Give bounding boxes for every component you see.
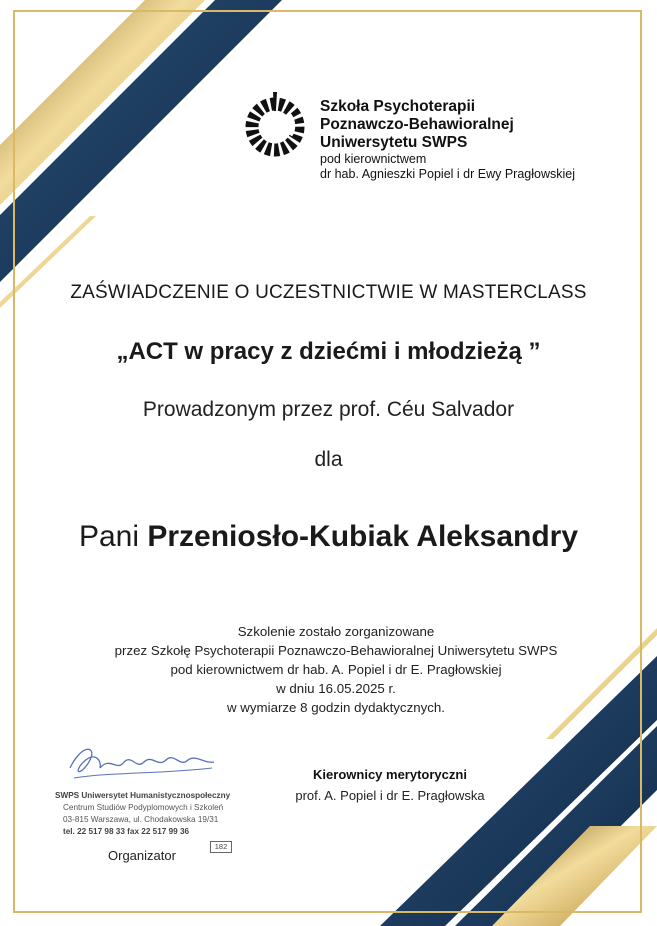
organizer-label: Organizator	[108, 848, 176, 863]
certificate-heading: ZAŚWIADCZENIE O UCZESTNICTWIE W MASTERCLASS	[70, 282, 587, 303]
details-line2: przez Szkołę Psychoterapii Poznawczo-Behawioralnej Uniwersytetu SWPS	[114, 643, 558, 658]
recipient-name: Przeniosło-Kubiak Aleksandry	[147, 520, 579, 553]
trainer-line: Prowadzonym przez prof. Céu Salvador	[142, 398, 515, 421]
recipient-line	[0, 520, 657, 554]
stamp-line3: 03-815 Warszawa, ul. Chodakowska 19/31	[63, 815, 219, 824]
directors-title: Kierownicy merytoryczni	[313, 767, 467, 782]
for-label: dla	[314, 448, 343, 471]
details-line3: pod kierownictwem dr hab. A. Popiel i dr E. Pragłowskiej	[170, 662, 502, 677]
training-details	[0, 622, 657, 717]
stamp-number: 182	[210, 841, 232, 853]
stamp-line4: tel. 22 517 98 33 fax 22 517 99 36	[63, 827, 190, 836]
details-date: w dniu 16.05.2025 r.	[276, 681, 396, 696]
organizer-stamp	[55, 790, 230, 838]
details-hours: w wymiarze 8 godzin dydaktycznych.	[226, 700, 445, 715]
directors-block	[270, 764, 510, 806]
school-name-line3: Uniwersytetu SWPS	[320, 134, 468, 151]
stamp-line1: SWPS Uniwersytet Humanistycznospołeczny	[55, 791, 231, 800]
course-title: „ACT w pracy z dziećmi i młodzieżą ”	[116, 338, 541, 365]
stamp-line2: Centrum Studiów Podyplomowych i Szkoleń	[63, 803, 224, 812]
school-supervision-line1: pod kierownictwem	[320, 152, 427, 166]
directors-names: prof. A. Popiel i dr E. Pragłowska	[295, 788, 485, 803]
recipient-prefix: Pani	[78, 520, 139, 553]
details-line1: Szkolenie zostało zorganizowane	[237, 624, 435, 639]
school-logo-icon	[240, 92, 310, 162]
organizer-signature	[62, 738, 222, 788]
school-name-line2: Poznawczo-Behawioralnej	[320, 116, 514, 133]
school-name-line1: Szkoła Psychoterapii	[320, 98, 476, 115]
school-name-block	[320, 98, 575, 182]
school-supervision-line2: dr hab. Agnieszki Popiel i dr Ewy Pragłowskiej	[320, 167, 575, 181]
